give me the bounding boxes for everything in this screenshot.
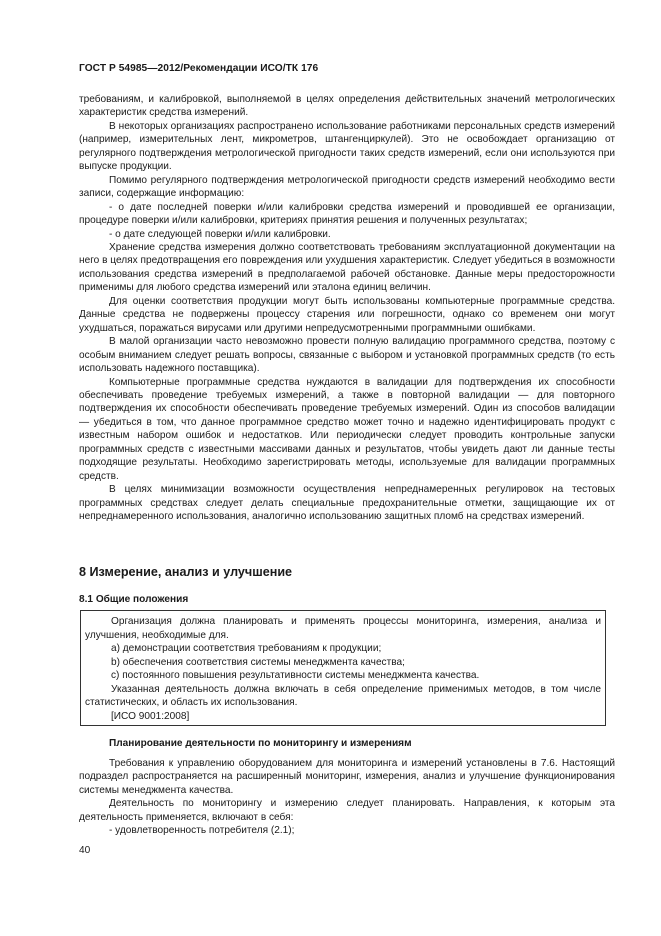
paragraph: В целях минимизации возможности осуществления непреднамеренных регулировок на тестовых программных средствах следует делать специальные предохранительные отметки, защищающие их от непреднамеренного использования, аналогично использованию защитных пломб на средствах измерений. (79, 484, 615, 523)
page-number: 40 (79, 845, 91, 856)
planning-heading: Планирование деятельности по мониторингу и измерениям (109, 738, 412, 749)
list-item: - о дате следующей поверки и/или калибровки. (109, 228, 331, 240)
quote-list-item: c) постоянного повышения результативности системы менеджмента качества. (111, 670, 480, 681)
section-heading: 8 Измерение, анализ и улучшение (79, 565, 293, 579)
paragraph: Для оценки соответствия продукции могут быть использованы компьютерные программные средства. Данные средства не подвержены процессу старения или погрешности, однако со временем они могут ухудшаться, поражаться вирусами или другими непредусмотренными программными ошибками. (79, 295, 615, 334)
paragraph: Требования к управлению оборудованием для мониторинга и измерений установлены в 7.6. Настоящий подраздел распространяется на расширенный мониторинг, измерения, анализ и улучшение функционирования системы менеджмента качества. (79, 758, 615, 796)
page-header: ГОСТ Р 54985—2012/Рекомендации ИСО/ТК 176 (79, 63, 319, 74)
quote-paragraph: Организация должна планировать и применять процессы мониторинга, измерения, анализа и улучшения, необходимые для. (85, 616, 601, 641)
quote-list-item: a) демонстрации соответствия требованиям к продукции; (111, 643, 382, 654)
quote-list-item: b) обеспечения соответствия системы менеджмента качества; (111, 656, 405, 668)
paragraph: требованиям, и калибровкой, выполняемой в целях определения действительных значений метрологических характеристик средства измерений. (79, 94, 615, 119)
paragraph: Деятельность по мониторингу и измерению следует планировать. Направления, к которым эта деятельность применяется, включают в себя: (79, 798, 615, 823)
quote-paragraph: Указанная деятельность должна включать в себя определение применимых методов, в том числе статистических, и область их использования. (85, 683, 601, 708)
paragraph: В малой организации часто невозможно провести полную валидацию программного средства, поэтому с особым вниманием следует решать вопросы, связанные с выбором и установкой программных средств (то есть использовать надежного поставщика). (79, 336, 615, 375)
list-item: - о дате последней поверки и/или калибровки средства измерений и проводившей ее организации, процедуре поверки и/или калибровки, критериях принятия решения и полученных результатах; (79, 201, 615, 227)
paragraph: Компьютерные программные средства нуждаются в валидации для подтверждения их способности обеспечивать проведение требуемых измерений, а также в повторной валидации — для повторного подтверждения их способности обеспечивать проведение требуемых измерений. Один из способов валидации — убедиться в том, что данное программное средство может точно и надежно идентифицировать продукт с известным набором ошибок и недостатков. Или периодически следует проводить контрольные запуски программных средств с известными массивами данных и результатов, чтобы увидеть дают ли данные тесты подходящие результаты. Необходимо зарегистрировать методы, используемые для валидации программных средств. (79, 376, 615, 482)
section-7-continued (79, 93, 615, 524)
planning-body (79, 757, 615, 838)
quote-reference: [ИСО 9001:2008] (111, 710, 190, 722)
standard-quote-box (80, 610, 606, 726)
paragraph: Помимо регулярного подтверждения метрологической пригодности средств измерений необходимо вести записи, содержащие информацию: (79, 174, 615, 200)
paragraph: В некоторых организациях распространено использование работниками персональных средств измерений (например, измерительных лент, микрометров, штангенциркулей). Это не освобождает организацию от регулярного подтверждения метрологической пригодности таких средств измерений, если они используются при выпуске продукции. (79, 120, 615, 173)
subsection-heading: 8.1 Общие положения (79, 594, 189, 605)
list-item: - удовлетворенность потребителя (2.1); (109, 825, 295, 837)
paragraph: Хранение средства измерения должно соответствовать требованиям эксплуатационной документации на него в целях предотвращения его повреждения или ухудшения характеристик. Следует убедиться в возможности использования средства измерений в предполагаемой рабочей обстановке. Данные меры предосторожности применимы для любого средства измерений или эталона единиц величин. (79, 241, 615, 294)
